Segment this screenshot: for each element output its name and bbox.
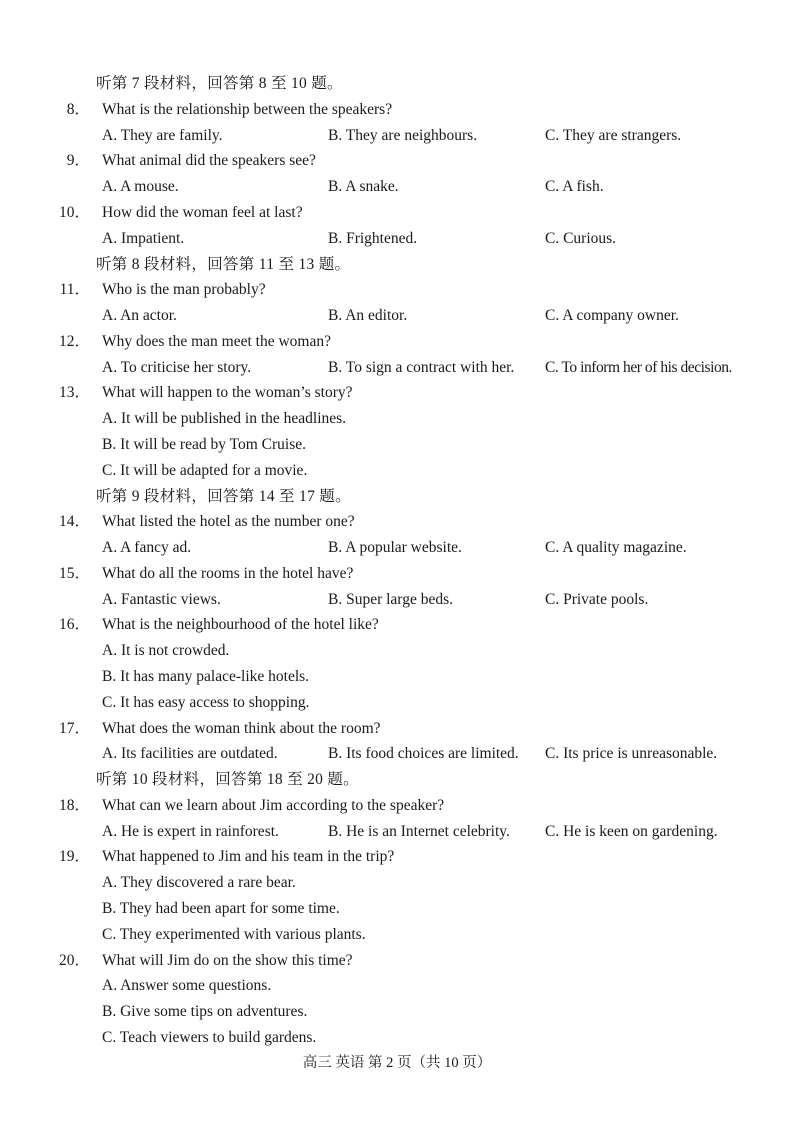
question-text: What happened to Jim and his team in the trip?	[102, 848, 395, 866]
page-footer: 高三 英语 第 2 页（共 10 页）	[302, 1055, 492, 1071]
question-number: 14．	[58, 513, 90, 531]
question-text: What will Jim do on the show this time?	[102, 951, 353, 969]
question	[0, 563, 794, 585]
question-number: 10．	[58, 203, 90, 221]
option-b: B. A popular website.	[328, 539, 462, 556]
option: A. It is not crowded.	[102, 642, 230, 660]
option-line	[0, 408, 794, 430]
option: B. Give some tips on adventures.	[102, 1003, 308, 1021]
question	[0, 99, 794, 121]
option-c: C. A quality magazine.	[545, 539, 687, 556]
question	[0, 846, 794, 868]
question-number: 19．	[58, 848, 90, 866]
option-b: B. Frightened.	[328, 229, 418, 247]
question-number: 18．	[58, 796, 90, 814]
question	[0, 279, 794, 301]
section-instruction-text: 听第 9 段材料，回答第 14 至 17 题。	[96, 487, 351, 505]
option-b: B. He is an Internet celebrity.	[328, 822, 510, 840]
question-number: 8．	[66, 100, 90, 118]
option-c: C. Its price is unreasonable.	[545, 745, 718, 763]
question-text: What does the woman think about the room?	[102, 719, 381, 737]
question	[0, 511, 794, 533]
question-text: What will happen to the woman’s story?	[102, 384, 353, 402]
option-line	[0, 898, 794, 920]
question-text: What listed the hotel as the number one?	[102, 513, 355, 531]
option-a: A. A fancy ad.	[102, 539, 192, 556]
question-number: 17．	[58, 719, 90, 737]
option-b: B. To sign a contract with her.	[328, 358, 515, 376]
question-text: How did the woman feel at last?	[102, 203, 303, 221]
option-a: A. Impatient.	[102, 229, 185, 247]
option: C. It will be adapted for a movie.	[102, 461, 308, 479]
options-row	[0, 125, 794, 147]
question-number: 16．	[58, 616, 90, 634]
question-number: 11．	[59, 281, 90, 299]
option: B. It will be read by Tom Cruise.	[102, 435, 306, 453]
option-a: A. He is expert in rainforest.	[102, 822, 279, 840]
option-line	[0, 975, 794, 997]
options-row	[0, 357, 794, 379]
option-line	[0, 640, 794, 662]
option-line	[0, 1001, 794, 1023]
option-a: A. Fantastic views.	[102, 590, 221, 608]
option-b: B. An editor.	[328, 307, 408, 324]
option-line	[0, 924, 794, 946]
question-number: 13．	[58, 384, 90, 402]
options-row	[0, 537, 794, 559]
options-row	[0, 176, 794, 198]
option: A. They discovered a rare bear.	[102, 874, 296, 892]
option-b: B. A snake.	[328, 178, 399, 196]
option-b: B. Its food choices are limited.	[328, 745, 519, 763]
section-instruction	[0, 486, 794, 508]
section-instruction	[0, 769, 794, 791]
section-instruction	[0, 254, 794, 276]
option-c: C. He is keen on gardening.	[545, 822, 718, 840]
option-c: C. Curious.	[545, 229, 617, 247]
section-instruction	[0, 73, 794, 95]
option-c: C. A company owner.	[545, 307, 679, 324]
option: C. They experimented with various plants.	[102, 925, 366, 943]
question	[0, 202, 794, 224]
question-number: 12．	[58, 332, 90, 350]
option-a: A. A mouse.	[102, 178, 179, 196]
option-c: C. To inform her of his decision.	[545, 358, 732, 376]
option: B. They had been apart for some time.	[102, 900, 340, 917]
option-b: B. Super large beds.	[328, 590, 453, 608]
option-line	[0, 434, 794, 456]
section-instruction-text: 听第 8 段材料，回答第 11 至 13 题。	[96, 255, 351, 273]
option: A. It will be published in the headlines.	[102, 410, 347, 428]
option-b: B. They are neighbours.	[328, 126, 478, 144]
question	[0, 950, 794, 972]
option-line	[0, 666, 794, 688]
question-number: 9．	[66, 152, 90, 170]
question	[0, 795, 794, 817]
option-line	[0, 460, 794, 482]
option-c: C. A fish.	[545, 178, 604, 196]
question	[0, 718, 794, 740]
question-number: 15．	[58, 564, 90, 582]
option-a: A. To criticise her story.	[102, 358, 252, 376]
question-number: 20．	[58, 951, 90, 969]
option-c: C. They are strangers.	[545, 126, 682, 144]
question-text: Why does the man meet the woman?	[102, 332, 331, 350]
option: C. Teach viewers to build gardens.	[102, 1028, 317, 1046]
option-line	[0, 692, 794, 714]
option: C. It has easy access to shopping.	[102, 693, 310, 711]
question-text: What animal did the speakers see?	[102, 152, 316, 170]
section-instruction-text: 听第 7 段材料，回答第 8 至 10 题。	[96, 75, 343, 92]
option-line	[0, 1027, 794, 1049]
options-row	[0, 228, 794, 250]
options-row	[0, 305, 794, 327]
option-a: A. They are family.	[102, 126, 223, 144]
question-text: What is the relationship between the speakers?	[102, 100, 393, 118]
option-a: A. Its facilities are outdated.	[102, 745, 278, 763]
options-row	[0, 743, 794, 765]
options-row	[0, 589, 794, 611]
question-text: What can we learn about Jim according to the speaker?	[102, 796, 445, 814]
section-instruction-text: 听第 10 段材料，回答第 18 至 20 题。	[96, 771, 359, 789]
question	[0, 150, 794, 172]
option-line	[0, 872, 794, 894]
question	[0, 382, 794, 404]
option: B. It has many palace-like hotels.	[102, 667, 310, 685]
question	[0, 331, 794, 353]
options-row	[0, 821, 794, 843]
question	[0, 614, 794, 636]
option-c: C. Private pools.	[545, 590, 649, 608]
option-a: A. An actor.	[102, 307, 177, 324]
question-text: Who is the man probably?	[102, 281, 266, 299]
question-text: What do all the rooms in the hotel have?	[102, 564, 354, 582]
option: A. Answer some questions.	[102, 977, 272, 995]
question-text: What is the neighbourhood of the hotel like?	[102, 616, 379, 634]
